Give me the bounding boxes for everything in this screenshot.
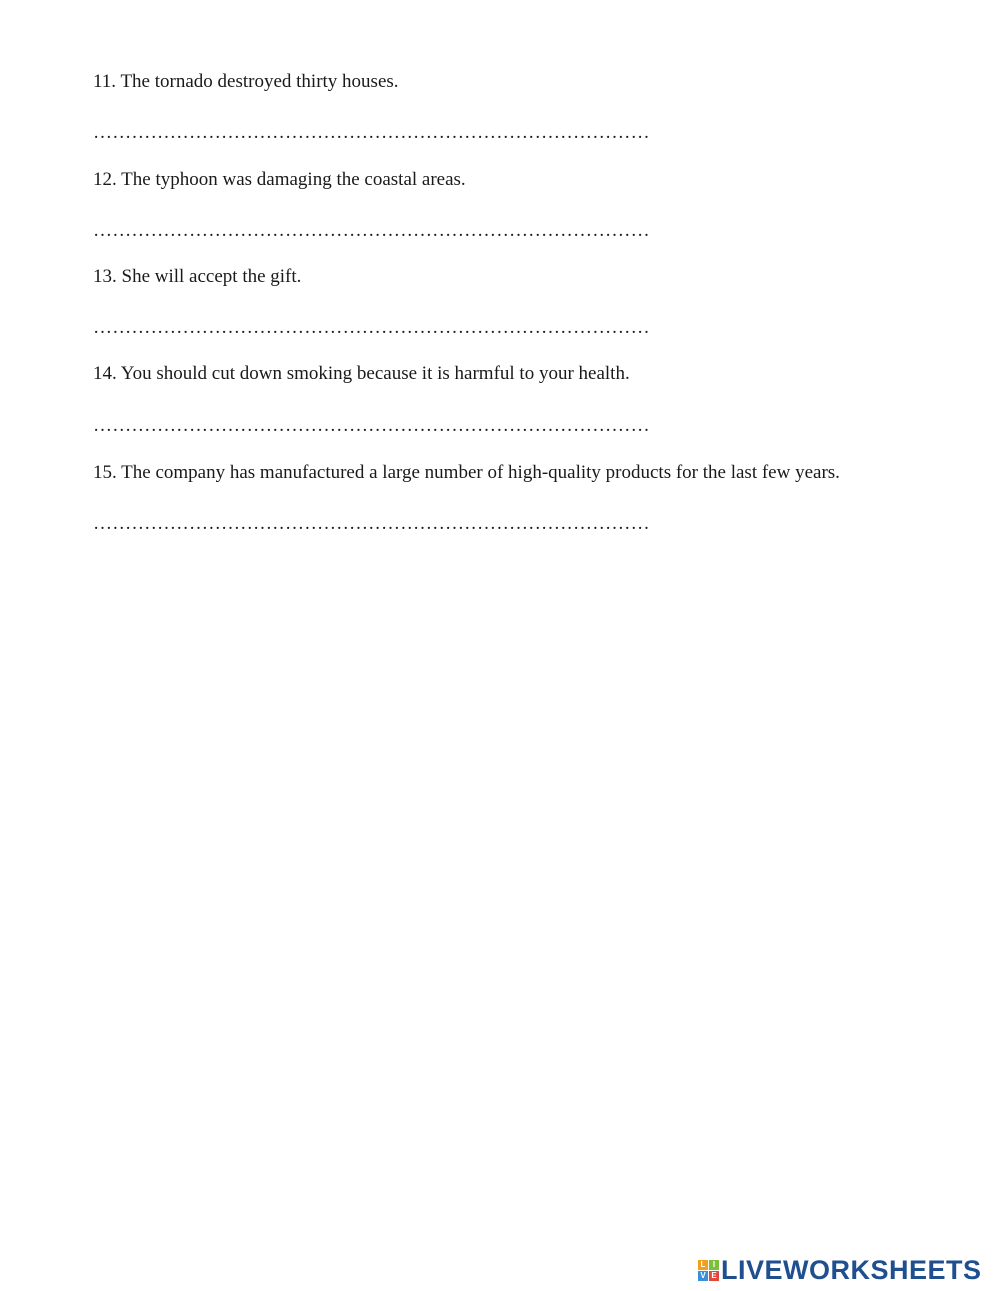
logo-mark-letter-e: E: [709, 1271, 719, 1281]
logo-mark-icon: [698, 1260, 719, 1281]
question-12: 12. The typhoon was damaging the coastal areas.: [93, 169, 466, 190]
question-14: 14. You should cut down smoking because it is harmful to your health.: [93, 363, 630, 384]
liveworksheets-logo: [698, 1255, 982, 1285]
question-15: 15. The company has manufactured a large number of high-quality products for the last few years.: [93, 462, 840, 483]
answer-line-12[interactable]: ……………………………………………………………………………: [93, 220, 650, 241]
question-11: 11. The tornado destroyed thirty houses.: [93, 71, 399, 92]
logo-mark-letter-l: L: [698, 1260, 708, 1270]
answer-line-14[interactable]: ……………………………………………………………………………: [93, 415, 650, 436]
logo-mark-letter-v: V: [698, 1271, 708, 1281]
logo-mark-letter-i: I: [709, 1260, 719, 1270]
question-13: 13. She will accept the gift.: [93, 266, 302, 287]
answer-line-13[interactable]: ……………………………………………………………………………: [93, 317, 650, 338]
answer-line-15[interactable]: ……………………………………………………………………………: [93, 513, 650, 534]
answer-line-11[interactable]: ……………………………………………………………………………: [93, 122, 650, 143]
logo-text: LIVEWORKSHEETS: [721, 1254, 982, 1285]
